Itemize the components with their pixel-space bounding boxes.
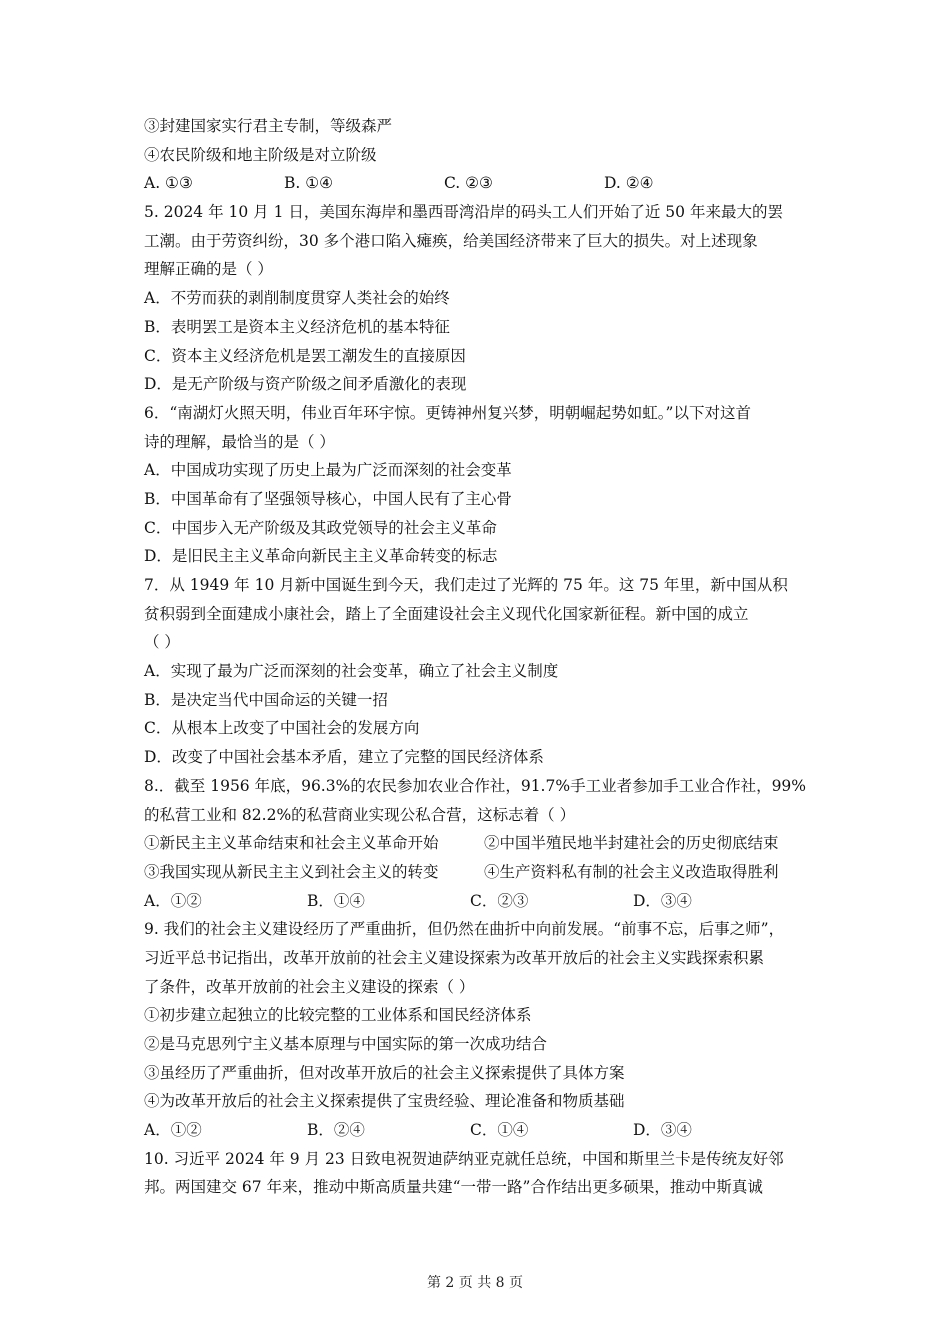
item-row [144,829,808,858]
question-stem: 10. 习近平 2024 年 9 月 23 日致电祝贺迪萨纳亚克就任总统，中国和斯里兰卡是传统友好邻 [144,1149,784,1168]
option-b: B．是决定当代中国命运的关键一招 [144,690,388,709]
option-a: A．①② [144,1121,202,1140]
option-a: A．①② [144,891,202,910]
question-9 [144,915,808,1145]
item-text: ④生产资料私有制的社会主义改造取得胜利 [484,862,779,881]
option-c: C．从根本上改变了中国社会的发展方向 [144,719,420,738]
option-a: A. ①③ [144,174,193,193]
option-a: A．中国成功实现了历史上最为广泛而深刻的社会变革 [144,461,512,480]
question-6 [144,399,808,571]
question-stem: 工潮。由于劳资纠纷，30 多个港口陷入瘫痪，给美国经济带来了巨大的损失。对上述现象 [144,231,758,250]
question-stem: 贫积弱到全面建成小康社会，踏上了全面建设社会主义现代化国家新征程。新中国的成立 [144,604,749,623]
item-row [144,858,808,887]
option-c: C．①④ [470,1121,529,1140]
option-b: B．表明罢工是资本主义经济危机的基本特征 [144,317,450,336]
option-b: B．中国革命有了坚强领导核心，中国人民有了主心骨 [144,489,512,508]
item-text: ②是马克思列宁主义基本原理与中国实际的第一次成功结合 [144,1035,548,1053]
question-stem: （ ） [144,633,180,652]
option-d: D. ②④ [604,174,654,193]
option-c: C．资本主义经济危机是罢工潮发生的直接原因 [144,346,466,365]
option-row [144,169,808,198]
question-stem: 5. 2024 年 10 月 1 日，美国东海岸和墨西哥湾沿岸的码头工人们开始了近 50 年来最大的罢 [144,203,783,222]
option-b: B．②④ [307,1121,365,1140]
question-stem: 的私营工业和 82.2%的私营商业实现公私合营，这标志着（ ） [144,805,576,824]
item-text: ②中国半殖民地半封建社会的历史彻底结束 [484,834,779,853]
item-text: ③虽经历了严重曲折，但对改革开放后的社会主义探索提供了具体方案 [144,1063,625,1082]
option-c: C. ②③ [444,174,493,193]
question-stem: 诗的理解，最恰当的是（ ） [144,432,335,451]
item-text: ①新民主主义革命结束和社会主义革命开始 [144,834,439,853]
item-text: ④为改革开放后的社会主义探索提供了宝贵经验、理论准备和物质基础 [144,1092,625,1111]
option-b: B．①④ [307,891,365,910]
option-row [144,887,808,916]
option-b: B. ①④ [284,174,334,193]
option-c: C．②③ [470,891,529,910]
option-a: A．实现了最为广泛而深刻的社会变革，确立了社会主义制度 [144,662,559,681]
question-stem: 9. 我们的社会主义建设经历了严重曲折，但仍然在曲折中向前发展。“前事不忘，后事之师”， [144,920,785,939]
option-row [144,1116,808,1145]
question-stem: 7．从 1949 年 10 月新中国诞生到今天，我们走过了光辉的 75 年。这 75 年里，新中国从积 [144,576,788,594]
exam-page [144,112,808,1202]
question-10 [144,1145,808,1202]
item-text: ③我国实现从新民主主义到社会主义的转变 [144,862,439,881]
question-stem: 邦。两国建交 67 年来，推动中斯高质量共建“一带一路”合作结出更多硕果，推动中斯真诚 [144,1178,763,1197]
question-stem: 理解正确的是（ ） [144,260,273,279]
item-text: ③封建国家实行君主专制，等级森严 [144,117,393,135]
option-d: D．是旧民主主义革命向新民主主义革命转变的标志 [144,547,498,566]
question-7 [144,571,808,772]
item-text: ④农民阶级和地主阶级是对立阶级 [144,145,377,164]
page-footer: 第 2 页 共 8 页 [426,1275,524,1291]
question-stem: 6．“南湖灯火照天明，伟业百年环宇惊。更铸神州复兴梦，明朝崛起势如虹。”以下对这首 [144,403,751,422]
option-d: D．③④ [633,891,692,910]
question-5 [144,198,808,399]
question-stem: 了条件，改革开放前的社会主义建设的探索（ ） [144,977,475,996]
question-stem: 8.．截至 1956 年底，96.3%的农民参加农业合作社，91.7%手工业者参加手工业合作社，99% [144,776,807,795]
question-8 [144,772,808,915]
option-a: A．不劳而获的剥削制度贯穿人类社会的始终 [144,289,450,308]
item-text: ①初步建立起独立的比较完整的工业体系和国民经济体系 [144,1006,532,1025]
question-stem: 习近平总书记指出，改革开放前的社会主义建设探索为改革开放后的社会主义实践探索积累 [144,948,765,967]
option-d: D．③④ [633,1121,692,1140]
option-d: D．是无产阶级与资产阶级之间矛盾激化的表现 [144,375,467,394]
option-d: D．改变了中国社会基本矛盾，建立了完整的国民经济体系 [144,748,544,767]
option-c: C．中国步入无产阶级及其政党领导的社会主义革命 [144,518,497,537]
